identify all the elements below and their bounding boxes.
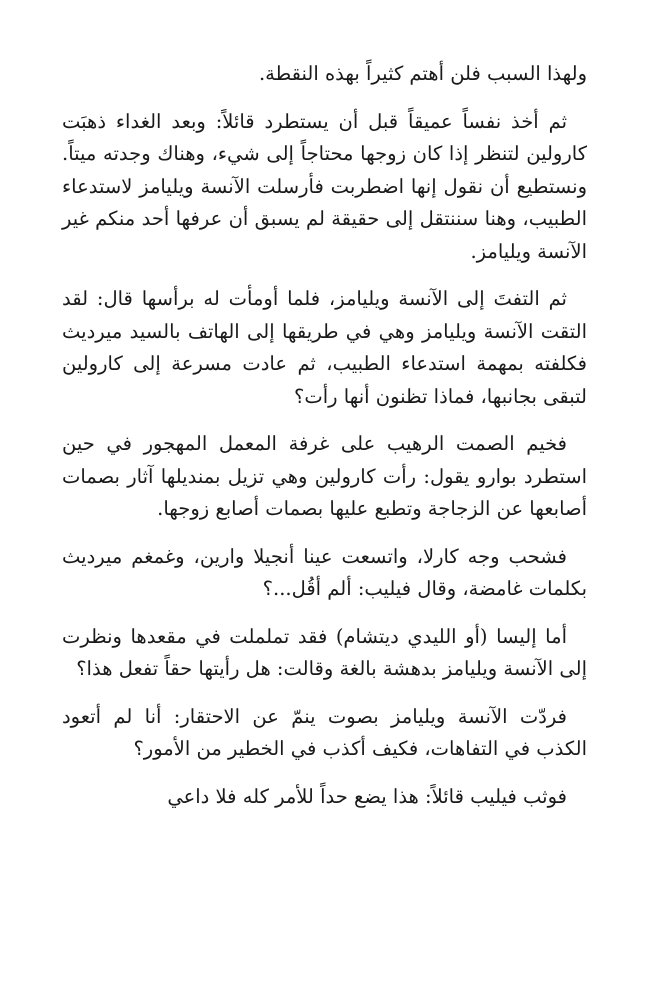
paragraph-5: فشحب وجه كارلا، واتسعت عينا أنجيلا وارين، وغمغم ميرديث بكلمات غامضة، وقال فيليب: ألم أقُل...؟	[62, 544, 587, 600]
paragraph-6: أما إليسا (أو الليدي ديتشام) فقد تململت في مقعدها ونظرت إلى الآنسة ويليامز بدهشة بالغة وقالت: هل رأيتها حقاً تفعل هذا؟	[62, 624, 587, 680]
paragraph-3: ثم التفتَ إلى الآنسة ويليامز، فلما أومأت له برأسها قال: لقد التقت الآنسة ويليامز وهي في طريقها إلى الهاتف بالسيد ميرديث فكلفته بمهمة استدعاء الطبيب، ثم عادت مسرعة إلى كارولين لتبقى بجانبها، فماذا تظنون أنها رأت؟	[62, 287, 587, 408]
book-page	[62, 58, 587, 813]
paragraph-8: فوثب فيليب قائلاً: هذا يضع حداً للأمر كله فلا داعي	[167, 784, 567, 808]
paragraph-4: فخيم الصمت الرهيب على غرفة المعمل المهجور في حين استطرد بوارو يقول: رأت كارولين وهي تزيل بمنديلها آثار بصمات أصابعها عن الزجاجة وتطبع عليها بصمات أصابع زوجها.	[62, 432, 587, 520]
paragraph-7: فردّت الآنسة ويليامز بصوت ينمّ عن الاحتقار: أنا لم أتعود الكذب في التفاهات، فكيف أكذب في الخطير من الأمور؟	[62, 704, 587, 760]
paragraph-2: ثم أخذ نفساً عميقاً قبل أن يستطرد قائلاً: وبعد الغداء ذهبَت كارولين لتنظر إذا كان زوجها محتاجاً إلى شيء، وهناك وجدته ميتاً. ونستطيع أن نقول إنها اضطربت فأرسلت الآنسة ويليامز لاستدعاء الطبيب، وهنا سننتقل إلى حقيقة لم يسبق أن عرفها أحد منكم غير الآنسة ويليامز.	[62, 109, 587, 263]
paragraph-1: ولهذا السبب فلن أهتم كثيراً بهذه النقطة.	[258, 62, 587, 85]
